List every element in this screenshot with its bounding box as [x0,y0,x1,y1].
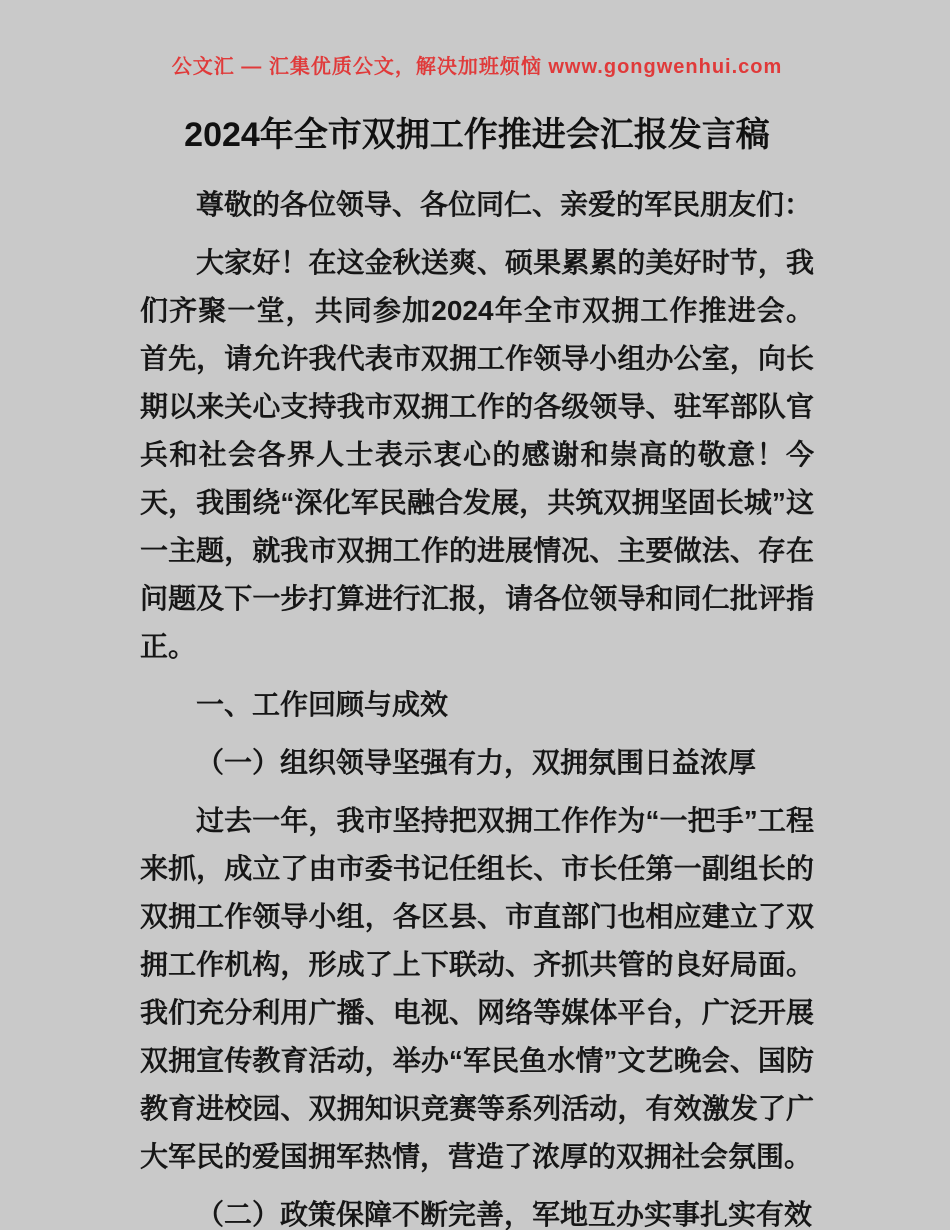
intro-paragraph: 大家好！在这金秋送爽、硕果累累的美好时节，我们齐聚一堂，共同参加2024年全市双拥工作推进会。首先，请允许我代表市双拥工作领导小组办公室，向长期以来关心支持我市双拥工作的各级领导、驻军部队官兵和社会各界人士表示衷心的感谢和崇高的敬意！今天，我围绕“深化军民融合发展，共筑双拥坚固长城”这一主题，就我市双拥工作的进展情况、主要做法、存在问题及下一步打算进行汇报，请各位领导和同仁批评指正。 [140,247,814,662]
section-heading-1: 一、工作回顾与成效 [196,689,449,720]
body-paragraph-1-1: 过去一年，我市坚持把双拥工作作为“一把手”工程来抓，成立了由市委书记任组长、市长任第一副组长的双拥工作领导小组，各区县、市直部门也相应建立了双拥工作机构，形成了上下联动、齐抓共管的良好局面。我们充分利用广播、电视、网络等媒体平台，广泛开展双拥宣传教育活动，举办“军民鱼水情”文艺晚会、国防教育进校园、双拥知识竞赛等系列活动，有效激发了广大军民的爱国拥军热情，营造了浓厚的双拥社会氛围。 [140,805,814,1172]
subsection-heading-1-1: （一）组织领导坚强有力，双拥氛围日益浓厚 [196,747,757,778]
salutation-line: 尊敬的各位领导、各位同仁、亲爱的军民朋友们： [196,189,813,220]
site-watermark: 公文汇 — 汇集优质公文，解决加班烦恼 www.gongwenhui.com [171,56,783,78]
subsection-heading-1-2: （二）政策保障不断完善，军地互办实事扎实有效 [196,1199,813,1230]
document-title: 2024年全市双拥工作推进会汇报发言稿 [184,116,770,154]
